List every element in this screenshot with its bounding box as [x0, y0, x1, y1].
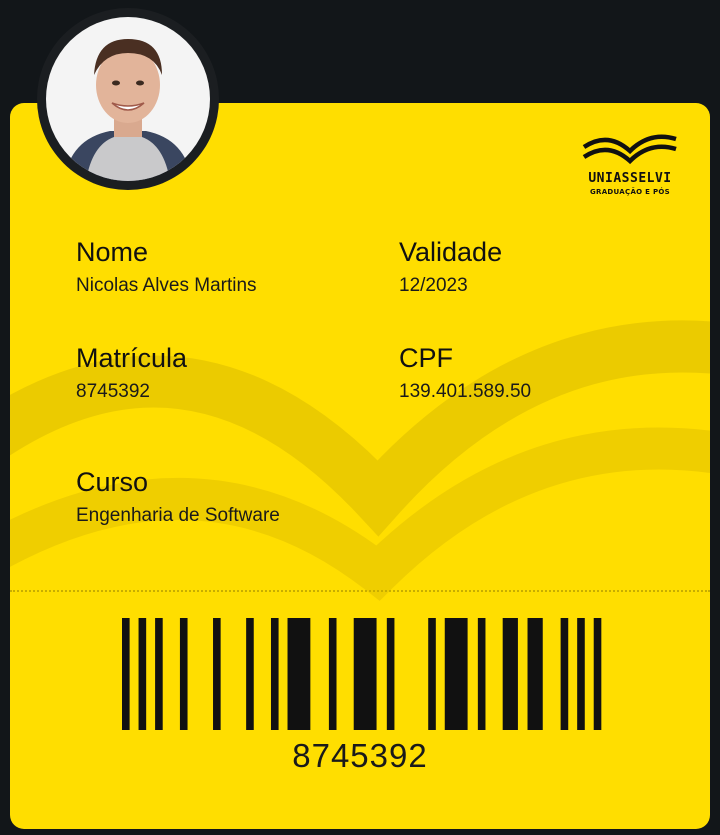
barcode-bar	[271, 618, 279, 730]
registration-field	[76, 342, 187, 404]
barcode-bar	[428, 618, 436, 730]
avatar	[37, 8, 219, 190]
barcode-bar	[528, 618, 543, 730]
uniasselvi-wings-icon	[582, 133, 678, 169]
barcode-bar	[594, 618, 602, 730]
barcode-number: 8745392	[292, 737, 428, 774]
barcode-bar	[503, 618, 518, 730]
barcode-bar	[329, 618, 337, 730]
barcode-bar	[445, 618, 468, 730]
barcode-bar	[139, 618, 147, 730]
name-value: Nicolas Alves Martins	[76, 275, 257, 296]
barcode-bar	[478, 618, 486, 730]
barcode-bar	[387, 618, 395, 730]
logo-brand: UNIASSELVI	[588, 171, 672, 186]
student-photo	[46, 17, 210, 181]
barcode-bar	[354, 618, 377, 730]
course-label: Curso	[76, 467, 149, 497]
barcode-bar	[155, 618, 163, 730]
uniasselvi-logo	[578, 133, 682, 213]
validity-label: Validade	[399, 237, 503, 267]
barcode-bar	[213, 618, 221, 730]
logo-subtitle: GRADUAÇÃO E PÓS	[589, 188, 671, 196]
name-field	[76, 236, 257, 298]
course-value: Engenharia de Software	[76, 505, 280, 526]
registration-value: 8745392	[76, 381, 150, 402]
barcode	[122, 618, 602, 730]
cpf-field	[399, 342, 531, 404]
name-label: Nome	[76, 237, 149, 267]
cpf-label: CPF	[399, 343, 453, 373]
barcode-bar	[288, 618, 311, 730]
cpf-value: 139.401.589.50	[399, 381, 532, 402]
validity-value: 12/2023	[399, 275, 468, 296]
course-field	[76, 466, 280, 528]
registration-label: Matrícula	[76, 343, 188, 373]
barcode-bar	[122, 618, 130, 730]
barcode-bar	[577, 618, 585, 730]
barcode-bar	[561, 618, 569, 730]
barcode-bar	[246, 618, 254, 730]
barcode-bar	[180, 618, 188, 730]
divider	[10, 590, 710, 592]
validity-field	[399, 236, 502, 298]
